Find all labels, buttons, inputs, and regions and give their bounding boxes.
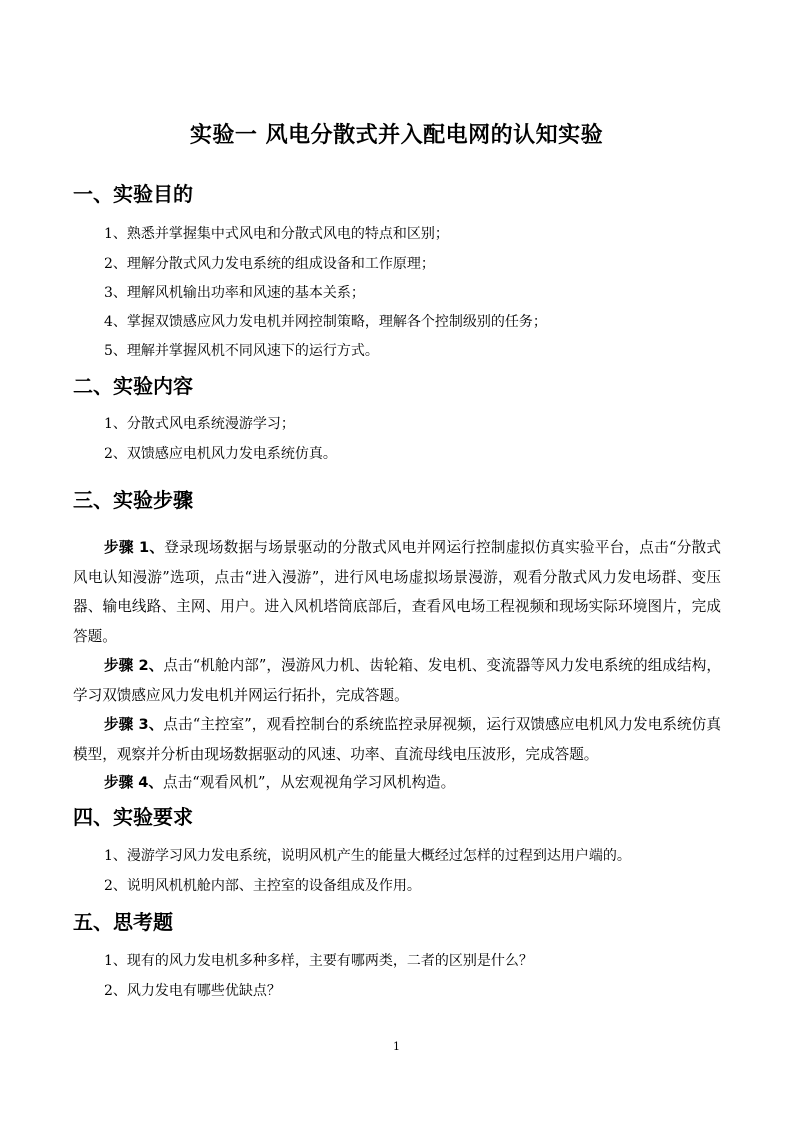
list-item: 3、理解风机输出功率和风速的基本关系； bbox=[104, 285, 365, 301]
section-heading-questions: 五、思考题 bbox=[73, 910, 173, 934]
step-text: 点击“主控室”，观看控制台的系统监控录屏视频，运行双馈感应电机风力发电系统仿真模型，观察并分析由现场数据驱动的风速、功率、直流母线电压波形，完成答题。 bbox=[73, 716, 721, 763]
section-heading-steps: 三、实验步骤 bbox=[73, 488, 193, 512]
step-label: 步骤 3、 bbox=[104, 716, 164, 733]
list-item: 1、漫游学习风力发电系统，说明风机产生的能量大概经过怎样的过程到达用户端的。 bbox=[104, 848, 631, 864]
step-paragraph bbox=[73, 533, 721, 651]
step-paragraph bbox=[73, 710, 721, 769]
list-item: 1、熟悉并掌握集中式风电和分散式风电的特点和区别； bbox=[104, 226, 449, 242]
step-text: 登录现场数据与场景驱动的分散式风电并网运行控制虚拟仿真实验平台，点击“分散式风电认知漫游”选项，点击“进入漫游”，进行风电场虚拟场景漫游，观看分散式风力发电场群、变压器、输电线路、主网、用户。进入风机塔筒底部后，查看风电场工程视频和现场实际环境图片，完成答题。 bbox=[73, 539, 721, 645]
document-title: 实验一 风电分散式并入配电网的认知实验 bbox=[189, 123, 604, 148]
list-item: 4、掌握双馈感应风力发电机并网控制策略，理解各个控制级别的任务； bbox=[104, 314, 547, 330]
section-heading-content: 二、实验内容 bbox=[73, 374, 193, 398]
section-heading-requirements: 四、实验要求 bbox=[73, 805, 193, 829]
page-number: 1 bbox=[393, 1040, 400, 1053]
step-paragraph bbox=[73, 768, 721, 798]
list-item: 1、现有的风力发电机多种多样，主要有哪两类，二者的区别是什么？ bbox=[104, 953, 533, 969]
section-heading-objectives: 一、实验目的 bbox=[73, 182, 193, 206]
step-text: 点击“观看风机”，从宏观视角学习风机构造。 bbox=[163, 774, 456, 791]
list-item: 1、分散式风电系统漫游学习； bbox=[104, 416, 295, 432]
list-item: 2、风力发电有哪些优缺点？ bbox=[104, 983, 281, 999]
step-label: 步骤 1、 bbox=[104, 539, 165, 556]
list-item: 2、理解分散式风力发电系统的组成设备和工作原理； bbox=[104, 256, 435, 272]
step-label: 步骤 4、 bbox=[104, 774, 164, 791]
step-paragraph bbox=[73, 651, 721, 710]
list-item: 2、说明风机机舱内部、主控室的设备组成及作用。 bbox=[104, 878, 421, 894]
step-label: 步骤 2、 bbox=[104, 657, 164, 674]
list-item: 5、理解并掌握风机不同风速下的运行方式。 bbox=[104, 343, 379, 359]
step-text: 点击“机舱内部”，漫游风力机、齿轮箱、发电机、变流器等风力发电系统的组成结构，学习双馈感应风力发电机并网运行拓扑，完成答题。 bbox=[73, 657, 721, 704]
list-item: 2、双馈感应电机风力发电系统仿真。 bbox=[104, 446, 337, 462]
